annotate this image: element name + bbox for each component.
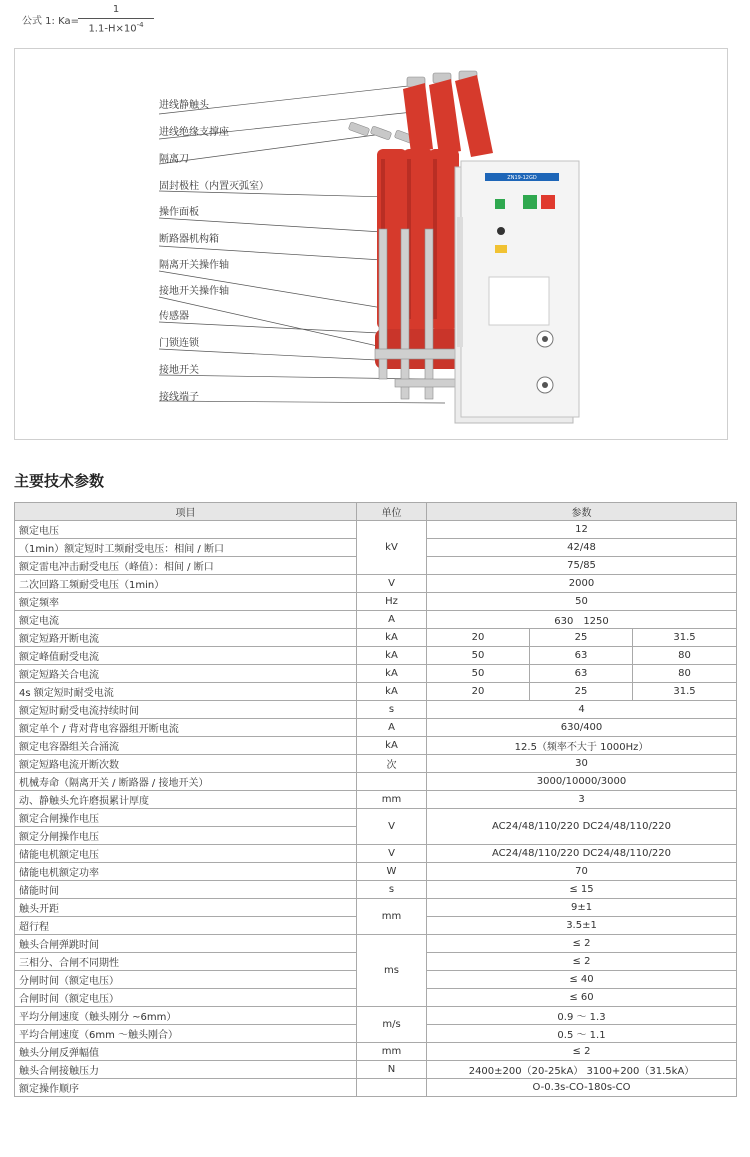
table-row (15, 521, 737, 539)
table-row (15, 845, 737, 863)
row-value: 20 (427, 629, 530, 647)
row-value: 3.5±1 (427, 917, 737, 935)
callout-earthing-operating-shaft: 接地开关操作轴 (159, 286, 229, 297)
table-header-row (15, 503, 737, 521)
table-row (15, 881, 737, 899)
row-value: 42/48 (427, 539, 737, 557)
header-value: 参数 (427, 503, 737, 521)
row-value: 2000 (427, 575, 737, 593)
table-body (15, 521, 737, 1097)
row-value: 50 (427, 593, 737, 611)
row-name: 动、静触头允许磨损累计厚度 (15, 791, 357, 809)
callout-door-interlock: 门锁连锁 (159, 338, 199, 349)
row-name: 触头分闸反弹幅值 (15, 1043, 357, 1061)
row-value: 9±1 (427, 899, 737, 917)
table-row (15, 701, 737, 719)
row-value: 75/85 (427, 557, 737, 575)
row-unit: N (357, 1061, 427, 1079)
row-name: 分闸时间（额定电压） (15, 971, 357, 989)
row-name: 额定雷电冲击耐受电压（峰值）：相间 / 断口 (15, 557, 357, 575)
callout-operating-panel: 操作面板 (159, 207, 199, 218)
table-row (15, 683, 737, 701)
table-row (15, 899, 737, 917)
formula-denominator: $1.1-H\times 10^{-4}$ (88, 21, 144, 35)
row-name: 额定分闸操作电压 (15, 827, 357, 845)
table-row (15, 1007, 737, 1025)
switchgear-illustration (15, 49, 729, 441)
formula-fraction (78, 4, 154, 34)
callout-breaker-mechanism-box: 断路器机构箱 (159, 234, 219, 245)
table-row (15, 1061, 737, 1079)
row-name: 额定短路电流开断次数 (15, 755, 357, 773)
formula-label: 公式 1: Ka= (22, 16, 79, 27)
callout-incoming-insulator-support: 进线绝缘支撑座 (159, 127, 229, 138)
table-row (15, 935, 737, 953)
row-name: 4s 额定短时耐受电流 (15, 683, 357, 701)
callout-incoming-static-contact: 进线静触头 (159, 100, 209, 111)
row-value: 50 (427, 647, 530, 665)
row-name: 三相分、合闸不同期性 (15, 953, 357, 971)
callout-terminal: 接线端子 (159, 392, 199, 403)
row-value: 12.5（频率不大于 1000Hz） (427, 737, 737, 755)
row-name: 额定峰值耐受电流 (15, 647, 357, 665)
formula-exponent: -4 (136, 21, 144, 29)
callout-isolating-knife: 隔离刀 (159, 154, 189, 165)
header-item: 项目 (15, 503, 357, 521)
row-name: 额定短路关合电流 (15, 665, 357, 683)
row-name: 合闸时间（额定电压） (15, 989, 357, 1007)
callout-earthing-switch: 接地开关 (159, 365, 199, 376)
row-unit: V (357, 809, 427, 845)
row-unit: 次 (357, 755, 427, 773)
table-row (15, 665, 737, 683)
row-name: （1min）额定短时工频耐受电压：相间 / 断口 (15, 539, 357, 557)
row-unit: kV (357, 521, 427, 575)
row-unit: ms (357, 935, 427, 1007)
table-row (15, 719, 737, 737)
table-row (15, 1079, 737, 1097)
row-name: 二次回路工频耐受电压（1min） (15, 575, 357, 593)
row-name: 机械寿命（隔离开关 / 断路器 / 接地开关） (15, 773, 357, 791)
row-value: 31.5 (633, 629, 737, 647)
row-value: 70 (427, 863, 737, 881)
product-figure (14, 48, 728, 440)
row-value: O-0.3s-CO-180s-CO (427, 1079, 737, 1097)
row-value: 3000/10000/3000 (427, 773, 737, 791)
operating-panel (455, 161, 579, 423)
row-value: 3 (427, 791, 737, 809)
table-row (15, 737, 737, 755)
row-value: 80 (633, 647, 737, 665)
row-unit: Hz (357, 593, 427, 611)
panel-model-label: ZN19-12GD (507, 175, 537, 181)
row-value: 4 (427, 701, 737, 719)
row-value: ≤ 60 (427, 989, 737, 1007)
row-value: 80 (633, 665, 737, 683)
row-name: 触头合闸弹跳时间 (15, 935, 357, 953)
row-value: AC24/48/110/220 DC24/48/110/220 (427, 845, 737, 863)
table-row (15, 593, 737, 611)
row-value: 63 (530, 665, 633, 683)
callout-sensor: 传感器 (159, 311, 189, 322)
row-name: 额定操作顺序 (15, 1079, 357, 1097)
row-name: 储能时间 (15, 881, 357, 899)
row-value: 20 (427, 683, 530, 701)
row-value: 50 (427, 665, 530, 683)
header-unit: 单位 (357, 503, 427, 521)
row-name: 触头合闸接触压力 (15, 1061, 357, 1079)
row-value: 0.5 ～ 1.1 (427, 1025, 737, 1043)
row-value: ≤ 2 (427, 935, 737, 953)
row-value: ≤ 15 (427, 881, 737, 899)
fraction-line (78, 18, 154, 19)
row-name: 额定单个 / 背对背电容器组开断电流 (15, 719, 357, 737)
row-value: 12 (427, 521, 737, 539)
row-unit: mm (357, 899, 427, 935)
row-unit: kA (357, 647, 427, 665)
row-name: 额定合闸操作电压 (15, 809, 357, 827)
row-name: 储能电机额定电压 (15, 845, 357, 863)
row-unit: kA (357, 737, 427, 755)
row-value: ≤ 40 (427, 971, 737, 989)
table-row (15, 791, 737, 809)
row-value: 0.9 ～ 1.3 (427, 1007, 737, 1025)
row-name: 额定短路开断电流 (15, 629, 357, 647)
row-unit: s (357, 881, 427, 899)
row-unit: kA (357, 683, 427, 701)
row-unit: kA (357, 629, 427, 647)
row-name: 平均分闸速度（触头刚分 ~6mm） (15, 1007, 357, 1025)
row-value: ≤ 2 (427, 953, 737, 971)
row-name: 额定电容器组关合涌流 (15, 737, 357, 755)
row-value: 25 (530, 683, 633, 701)
table-row (15, 647, 737, 665)
section-title: 主要技术参数 (14, 472, 105, 490)
table-row (15, 611, 737, 629)
table-row (15, 1043, 737, 1061)
row-value: ≤ 2 (427, 1043, 737, 1061)
row-unit: W (357, 863, 427, 881)
row-value: 2400±200（20-25kA） 3100+200（31.5kA） (427, 1061, 737, 1079)
row-value: 30 (427, 755, 737, 773)
row-unit (357, 773, 427, 791)
callout-embedded-pole: 固封极柱（内置灭弧室） (159, 181, 269, 192)
row-value: 630 1250 (427, 611, 737, 629)
row-name: 触头开距 (15, 899, 357, 917)
row-value: 63 (530, 647, 633, 665)
row-name: 额定电流 (15, 611, 357, 629)
row-value: 25 (530, 629, 633, 647)
callout-isolator-operating-shaft: 隔离开关操作轴 (159, 260, 229, 271)
row-name: 超行程 (15, 917, 357, 935)
row-unit: mm (357, 1043, 427, 1061)
row-name: 额定电压 (15, 521, 357, 539)
row-unit: A (357, 611, 427, 629)
row-unit (357, 1079, 427, 1097)
row-name: 额定频率 (15, 593, 357, 611)
formula-numerator: 1 (112, 4, 120, 15)
technical-parameters-table (14, 502, 737, 1097)
table-row (15, 773, 737, 791)
row-unit: s (357, 701, 427, 719)
row-unit: mm (357, 791, 427, 809)
table-row (15, 755, 737, 773)
row-unit: kA (357, 665, 427, 683)
row-value: AC24/48/110/220 DC24/48/110/220 (427, 809, 737, 845)
row-value: 630/400 (427, 719, 737, 737)
row-name: 额定短时耐受电流持续时间 (15, 701, 357, 719)
formula (22, 4, 242, 38)
row-unit: m/s (357, 1007, 427, 1043)
table-row (15, 809, 737, 827)
row-value: 31.5 (633, 683, 737, 701)
row-name: 储能电机额定功率 (15, 863, 357, 881)
row-unit: V (357, 575, 427, 593)
table-row (15, 863, 737, 881)
row-name: 平均合闸速度（6mm ～触头刚合） (15, 1025, 357, 1043)
row-unit: V (357, 845, 427, 863)
table-row (15, 629, 737, 647)
table-row (15, 575, 737, 593)
row-unit: A (357, 719, 427, 737)
